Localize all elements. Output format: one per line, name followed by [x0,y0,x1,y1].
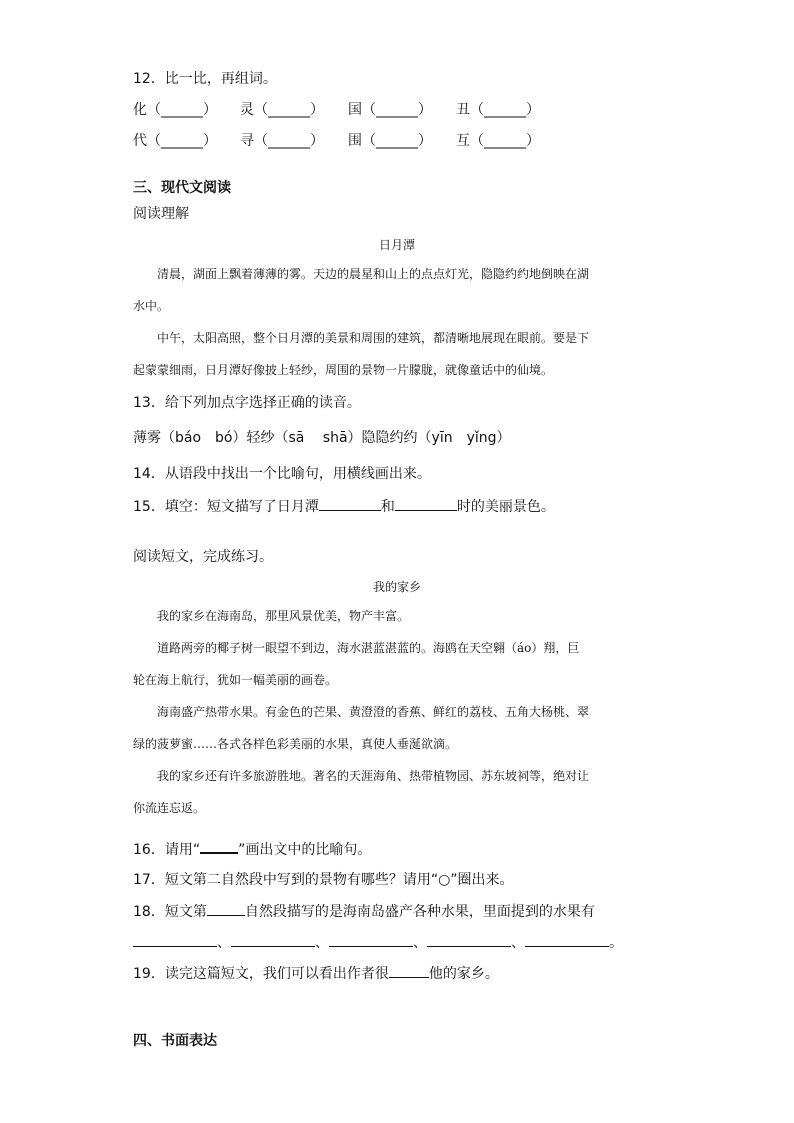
q12-item: 代（______） [133,133,217,149]
passage-2 [133,600,663,824]
answer-blank[interactable] [207,901,245,916]
answer-blank[interactable] [389,963,429,978]
question-14: 14．从语段中找出一个比喻句，用横线画出来。 [133,466,431,482]
answer-blank[interactable] [525,932,609,947]
question-19-text: 他的家乡。 [428,966,499,982]
section-subheading: 阅读理解 [133,206,189,222]
q12-item: 寻（______） [240,133,324,149]
passage-line: 轮在海上航行，犹如一幅美丽的画卷。 [133,673,338,687]
question-15-text: 15．填空：短文描写了日月潭 [133,499,319,515]
question-18-blanks [133,932,623,952]
section-subheading: 阅读短文，完成练习。 [133,549,273,565]
passage-line: 起蒙蒙细雨，日月潭好像披上轻纱，周围的景物一片朦胧，就像童话中的仙境。 [133,363,554,377]
passage-title: 我的家乡 [372,580,421,594]
passage-line: 你流连忘返。 [133,801,206,815]
passage-line: 绿的菠萝蜜……各式各样色彩美丽的水果，真使人垂涎欲滴。 [133,737,458,751]
separator: 、 [413,935,427,951]
question-16-text: ”画出文中的比喻句。 [238,842,372,858]
passage-line: 清晨，湖面上飘着薄薄的雾。天边的晨星和山上的点点灯光，隐隐约约地倒映在湖 [157,267,590,281]
question-19 [133,963,499,983]
passage-line: 我的家乡还有许多旅游胜地。著名的天涯海角、热带植物园、苏东坡祠等，绝对让 [157,769,590,783]
separator: 、 [315,935,329,951]
question-15-text: 时的美丽景色。 [456,499,555,515]
question-18 [133,901,595,921]
underline-sample [200,838,238,854]
passage-title: 日月潭 [378,238,415,252]
passage-line: 道路两旁的椰子树一眼望不到边，海水湛蓝湛蓝的。海鸥在天空翱（áo）翔，巨 [157,641,580,655]
q12-item: 丑（______） [456,102,540,118]
question-15 [133,496,555,516]
q12-item: 化（______） [133,102,217,118]
question-17: 17．短文第二自然段中写到的景物有哪些？请用“○”圈出来。 [133,872,514,888]
terminator: 。 [609,935,623,951]
question-18-text: 18．短文第 [133,904,207,920]
question-16-text: 16．请用“ [133,842,201,858]
passage-line: 水中。 [133,299,170,313]
answer-blank[interactable] [395,496,457,511]
answer-blank[interactable] [231,932,315,947]
question-18-text: 自然段描写的是海南岛盛产各种水果，里面提到的水果有 [244,904,595,920]
passage-line: 我的家乡在海南岛，那里风景优美，物产丰富。 [157,609,410,623]
q12-item: 互（______） [456,133,540,149]
separator: 、 [511,935,525,951]
answer-blank[interactable] [329,932,413,947]
passage-1 [133,258,663,386]
section-heading: 三、现代文阅读 [133,180,231,196]
question-19-text: 19．读完这篇短文，我们可以看出作者很 [133,966,389,982]
q12-title: 12．比一比，再组词。 [133,71,277,87]
passage-line: 中午，太阳高照，整个日月潭的美景和周围的建筑，都清晰地展现在眼前。要是下 [157,331,590,345]
answer-blank[interactable] [319,496,381,511]
question-15-text: 和 [380,499,395,515]
q12-item: 围（______） [348,133,432,149]
separator: 、 [217,935,231,951]
q12-item: 灵（______） [240,102,324,118]
answer-blank[interactable] [427,932,511,947]
q12-item: 国（______） [348,102,432,118]
question-13: 13．给下列加点字选择正确的读音。 [133,395,361,411]
passage-line: 海南盛产热带水果。有金色的芒果、黄澄澄的香蕉、鲜红的荔枝、五角大杨桃、翠 [157,705,590,719]
section-heading: 四、书面表达 [133,1033,217,1049]
question-16 [133,838,371,859]
question-13-options: 薄雾（báo bó）轻纱（sā shā）隐隐约约（yīn yǐng） [133,430,511,446]
answer-blank[interactable] [133,932,217,947]
